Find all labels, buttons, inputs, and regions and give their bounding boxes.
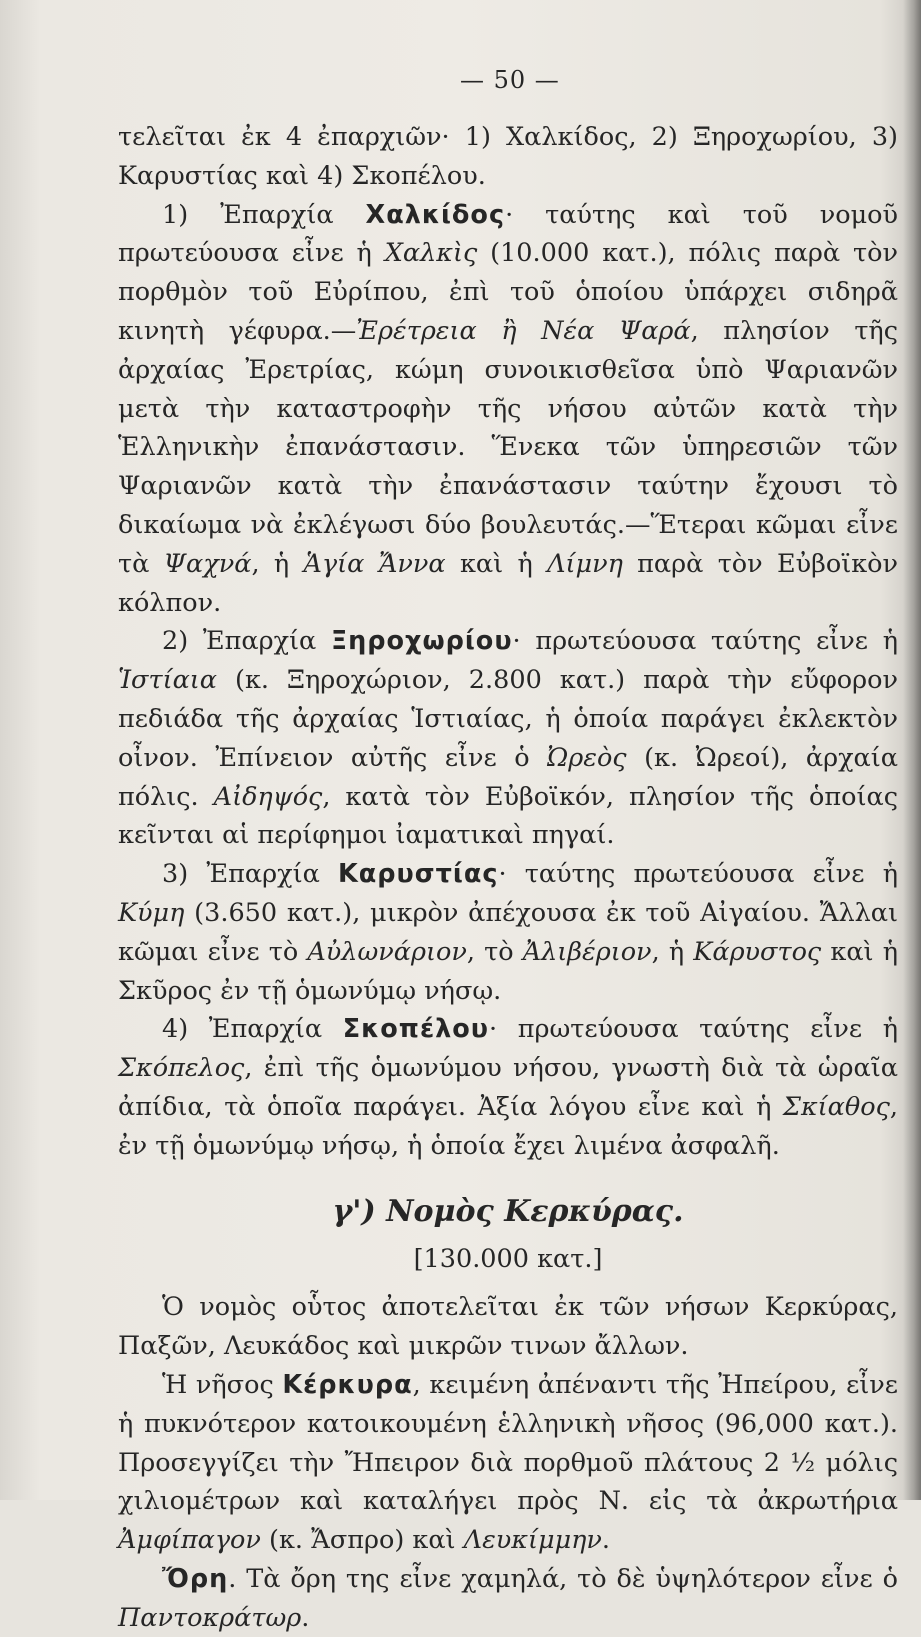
paragraph-skopelos: 4) Ἐπαρχία Σκοπέλου· πρωτεύουσα ταύτης εἶνε ἡ Σκόπελος, ἐπὶ τῆς ὁμωνύμου νήσου, γνωστὴ διὰ τὰ ὡραῖα ἀπίδια, τὰ ὁποῖα παράγει. Ἀξία λόγου εἶνε καὶ ἡ Σκίαθος, ἐν τῇ ὁμωνύμῳ νήσῳ, ἡ ὁποία ἔχει λιμένα ἀσφαλῆ. — [118, 1014, 898, 1161]
page-number: — 50 — — [460, 66, 560, 94]
page-text — [118, 118, 898, 1637]
section-heading: γ') Νομὸς Κερκύρας. — [332, 1193, 684, 1229]
paragraph-chalkis: 1) Ἐπαρχία Χαλκίδος· ταύτης καὶ τοῦ νομοῦ πρωτεύουσα εἶνε ἡ Χαλκὶς (10.000 κατ.), πόλις παρὰ τὸν πορθμὸν τοῦ Εὐρίπου, ἐπὶ τοῦ ὁποίου ὑπάρχει σιδηρᾶ κινητὴ γέφυρα.—Ἐρέτρεια ἢ Νέα Ψαρά, πλησίον τῆς ἀρχαίας Ἐρετρίας, κώμη συνοικισθεῖσα ὑπὸ Ψαριανῶν μετὰ τὴν καταστροφὴν τῆς νήσου αὐτῶν κατὰ τὴν Ἑλληνικὴν ἐπανάστασιν. Ἕνεκα τῶν ὑπηρεσιῶν τῶν Ψαριανῶν κατὰ τὴν ἐπανάστασιν ταύτην ἔχουσι τὸ δικαίωμα νὰ ἐκλέγωσι δύο βουλευτάς.—Ἕτεραι κῶμαι εἶνε τὰ Ψαχνά, ἡ Ἁγία Ἄννα καὶ ἡ Λίμνη παρὰ τὸν Εὐβοϊκὸν κόλπον. — [118, 199, 899, 618]
paragraph-kerkyra: Ἡ νῆσος Κέρκυρα, κειμένη ἀπέναντι τῆς Ἠπείρου, εἶνε ἡ πυκνότερον κατοικουμένη ἑλληνικὴ νῆσος (96,000 κατ.). Προσεγγίζει τὴν Ἤπειρον διὰ πορθμοῦ πλάτους 2 ½ μόλις χιλιομέτρων καὶ καταλήγει πρὸς Ν. εἰς τὰ ἀκρωτήρια Ἀμφίπαγον (κ. Ἄσπρο) καὶ Λευκίμμην. — [118, 1369, 898, 1556]
paragraph-karystia: 3) Ἐπαρχία Καρυστίας· ταύτης πρωτεύουσα εἶνε ἡ Κύμη (3.650 κατ.), μικρὸν ἀπέχουσα ἐκ τοῦ Αἰγαίου. Ἄλλαι κῶμαι εἶνε τὸ Αὐλωνάριον, τὸ Ἀλιβέριον, ἡ Κάρυστος καὶ ἡ Σκῦρος ἐν τῇ ὁμωνύμῳ νήσῳ. — [118, 859, 898, 1006]
term-karystias: Καρυστίας — [338, 859, 499, 890]
paragraph-eparchies: τελεῖται ἐκ 4 ἐπαρχιῶν· 1) Χαλκίδος, 2) Ξηροχωρίου, 3) Καρυστίας καὶ 4) Σκοπέλου. — [118, 122, 898, 191]
paragraph-ori: Ὄρη. Τὰ ὄρη της εἶνε χαμηλά, τὸ δὲ ὑψηλότερον εἶνε ὁ Παντοκράτωρ. — [118, 1563, 898, 1633]
term-xirochoriou: Ξηροχωρίου — [330, 626, 513, 657]
paragraph-nomos-kerkyras: Ὁ νομὸς οὗτος ἀποτελεῖται ἐκ τῶν νήσων Κερκύρας, Παξῶν, Λευκάδος καὶ μικρῶν τινων ἄλλων. — [118, 1292, 898, 1362]
term-kerkyra: Κέρκυρα — [282, 1369, 413, 1400]
term-skopelou: Σκοπέλου — [342, 1014, 490, 1045]
population-note: [130.000 κατ.] — [413, 1243, 603, 1274]
paragraph-xirochorio: 2) Ἐπαρχία Ξηροχωρίου· πρωτεύουσα ταύτης εἶνε ἡ Ἱστίαια (κ. Ξηροχώριον, 2.800 κατ.) παρὰ τὴν εὔφορον πεδιάδα τῆς ἀρχαίας Ἱστιαίας, ἡ ὁποία παράγει ἐκλεκτὸν οἶνον. Ἐπίνειον αὐτῆς εἶνε ὁ Ὠρεὸς (κ. Ὠρεοί), ἀρχαία πόλις. Αἰδηψός, κατὰ τὸν Εὐβοϊκόν, πλησίον τῆς ὁποίας κεῖνται αἱ περίφημοι ἰαματικαὶ πηγαί. — [118, 626, 898, 851]
term-chalkidos: Χαλκίδος — [365, 199, 506, 230]
term-ori: Ὄρη — [162, 1563, 229, 1594]
book-spine-shadow — [903, 0, 921, 1500]
